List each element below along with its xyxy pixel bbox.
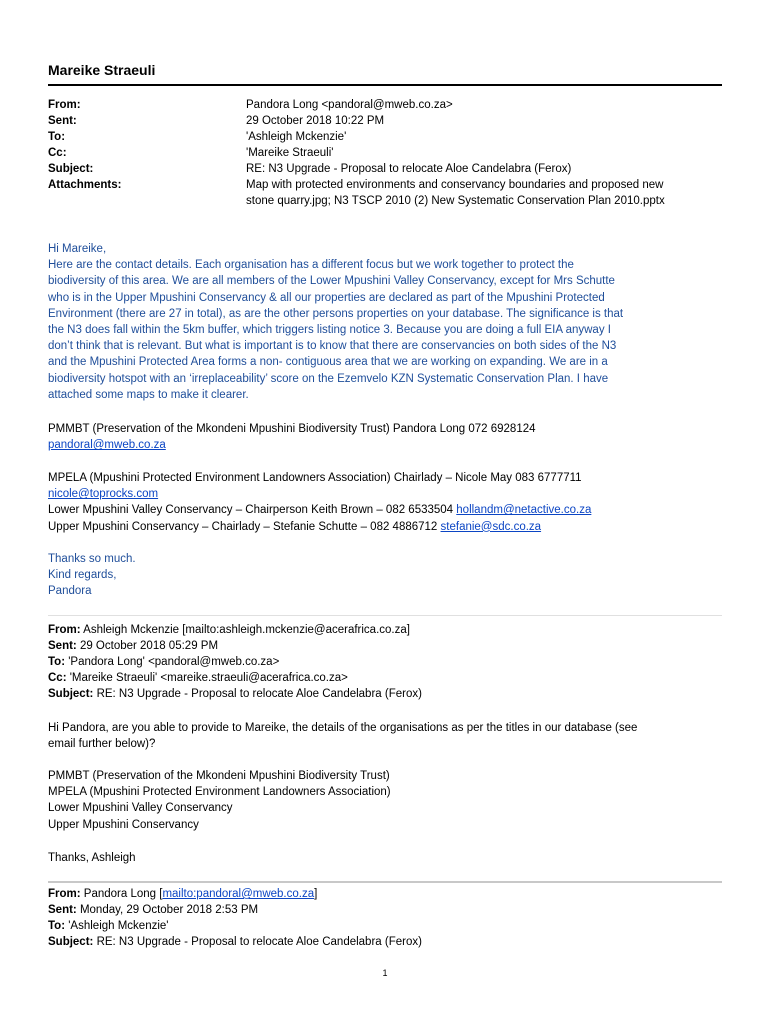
cc-label: Cc: — [48, 147, 67, 159]
fwd1-thanks-line: Thanks, Ashleigh — [48, 852, 136, 864]
thanks-line: Thanks so much. — [48, 553, 136, 565]
fwd1-subject-value: RE: N3 Upgrade - Proposal to relocate Aloe Candelabra (Ferox) — [93, 688, 422, 700]
fwd2-mailto-link[interactable]: mailto:pandoral@mweb.co.za — [162, 888, 315, 900]
forward-header-2 — [48, 886, 724, 950]
org-item: Upper Mpushini Conservancy — [48, 818, 199, 831]
fwd1-message — [48, 720, 724, 752]
fwd2-subject-value: RE: N3 Upgrade - Proposal to relocate Aloe Candelabra (Ferox) — [93, 936, 422, 948]
fwd2-from-value-post: ] — [314, 888, 318, 900]
fwd1-thanks — [48, 850, 724, 866]
divider — [48, 615, 722, 616]
fwd2-subject-label: Subject: — [48, 936, 94, 948]
fwd1-cc-label: Cc: — [48, 672, 67, 684]
fwd1-msg-line: email further below)? — [48, 738, 156, 751]
closing — [48, 551, 724, 600]
subject-label: Subject: — [48, 163, 94, 175]
body-line: who is in the Upper Mpushini Conservancy & all our properties are declared as part of the Mpushini Protected — [48, 291, 605, 304]
lower-email-link[interactable]: hollandm@netactive.co.za — [456, 504, 592, 517]
header-subject-row — [48, 161, 728, 177]
mpela-email-link[interactable]: nicole@toprocks.com — [48, 488, 159, 501]
fwd1-from-value: Ashleigh Mckenzie [mailto:ashleigh.mckenzie@acerafrica.co.za] — [80, 624, 410, 636]
org-item: Lower Mpushini Valley Conservancy — [48, 802, 233, 815]
mpela-line: MPELA (Mpushini Protected Environment Landowners Association) Chairlady – Nicole May 083 6777711 — [48, 472, 582, 484]
org-item: PMMBT (Preservation of the Mkondeni Mpushini Biodiversity Trust) — [48, 770, 390, 782]
header-rule — [48, 84, 722, 86]
greeting: Hi Mareike, — [48, 243, 107, 255]
attachment-line-1: Map with protected environments and conservancy boundaries and proposed new — [246, 179, 664, 191]
pmmbt-line: PMMBT (Preservation of the Mkondeni Mpushini Biodiversity Trust) Pandora Long 072 6928124 — [48, 423, 536, 435]
body-line: biodiversity of this area. We are all members of the Lower Mpushini Valley Conservancy, except for Mrs Schutte — [48, 275, 615, 288]
fwd1-subject-label: Subject: — [48, 688, 94, 700]
contact-list — [48, 470, 724, 535]
fwd1-to-value: 'Pandora Long' <pandoral@mweb.co.za> — [65, 656, 280, 668]
header-sent-row — [48, 113, 728, 129]
from-label: From: — [48, 99, 81, 111]
body-line: biodiversity hotspot with an ‘irreplaceability’ score on the Ezemvelo KZN Systematic Conservation Plan. I have — [48, 372, 609, 385]
body-line: the N3 does fall within the 5km buffer, which triggers listing notice 3. Because you are doing a full EIA anyway I — [48, 324, 611, 337]
sent-label: Sent: — [48, 115, 77, 127]
email-header — [48, 97, 728, 209]
fwd1-cc-value: 'Mareike Straeuli' <mareike.straeuli@acerafrica.co.za> — [66, 672, 348, 684]
body-line: attached some maps to make it clearer. — [48, 388, 249, 401]
cc-value: 'Mareike Straeuli' — [246, 147, 334, 159]
header-attachments-row — [48, 177, 728, 209]
fwd1-from-label: From: — [48, 624, 81, 636]
body-line: Environment (there are 27 in total), as are the other persons properties on your database. The significance is that — [48, 307, 624, 320]
from-value: Pandora Long <pandoral@mweb.co.za> — [246, 99, 453, 111]
contact-pmmbt — [48, 421, 724, 453]
header-from-row — [48, 97, 728, 113]
fwd2-sent-label: Sent: — [48, 904, 77, 916]
fwd2-to-value: 'Ashleigh Mckenzie' — [65, 920, 169, 932]
regards-line: Kind regards, — [48, 569, 117, 582]
subject-value: RE: N3 Upgrade - Proposal to relocate Aloe Candelabra (Ferox) — [246, 163, 572, 175]
attachment-line-2: stone quarry.jpg; N3 TSCP 2010 (2) New Systematic Conservation Plan 2010.pptx — [246, 195, 665, 207]
lower-line: Lower Mpushini Valley Conservancy – Chairperson Keith Brown – 082 6533504 — [48, 504, 457, 517]
page-number: 1 — [382, 968, 388, 978]
org-item: MPELA (Mpushini Protected Environment Landowners Association) — [48, 786, 391, 799]
body-line: and the Mpushini Protected Area forms a non- contiguous area that we are working on expanding. We are in a — [48, 356, 608, 369]
body-line: Here are the contact details. Each organisation has a different focus but we work together to protect the — [48, 259, 574, 272]
fwd2-from-value-pre: Pandora Long [ — [80, 888, 163, 900]
upper-line: Upper Mpushini Conservancy – Chairlady – Stefanie Schutte – 082 4886712 — [48, 520, 441, 533]
header-cc-row — [48, 145, 728, 161]
fwd2-sent-value: Monday, 29 October 2018 2:53 PM — [76, 904, 259, 916]
to-value: 'Ashleigh Mckenzie' — [246, 131, 347, 143]
fwd2-to-label: To: — [48, 920, 66, 932]
fwd2-from-label: From: — [48, 888, 81, 900]
reply-body — [48, 241, 724, 403]
header-to-row — [48, 129, 728, 145]
sent-value: 29 October 2018 10:22 PM — [246, 115, 385, 127]
attachments-value — [246, 177, 728, 209]
attachments-label: Attachments: — [48, 179, 122, 191]
fwd1-sent-label: Sent: — [48, 640, 77, 652]
signature: Pandora — [48, 585, 92, 598]
fwd1-org-list — [48, 768, 724, 833]
sender-name: Mareike Straeuli — [48, 62, 156, 78]
divider — [48, 881, 722, 883]
fwd1-msg-line: Hi Pandora, are you able to provide to Mareike, the details of the organisations as per the titles in our database (see — [48, 722, 638, 734]
fwd1-sent-value: 29 October 2018 05:29 PM — [76, 640, 219, 652]
upper-email-link[interactable]: stefanie@sdc.co.za — [440, 520, 542, 533]
pmmbt-email-link[interactable]: pandoral@mweb.co.za — [48, 439, 166, 452]
to-label: To: — [48, 131, 66, 143]
body-line: don’t think that is relevant. But what is important is to know that there are conservancies on both sides of the N3 — [48, 340, 617, 353]
fwd1-to-label: To: — [48, 656, 66, 668]
forward-header-1 — [48, 622, 724, 702]
